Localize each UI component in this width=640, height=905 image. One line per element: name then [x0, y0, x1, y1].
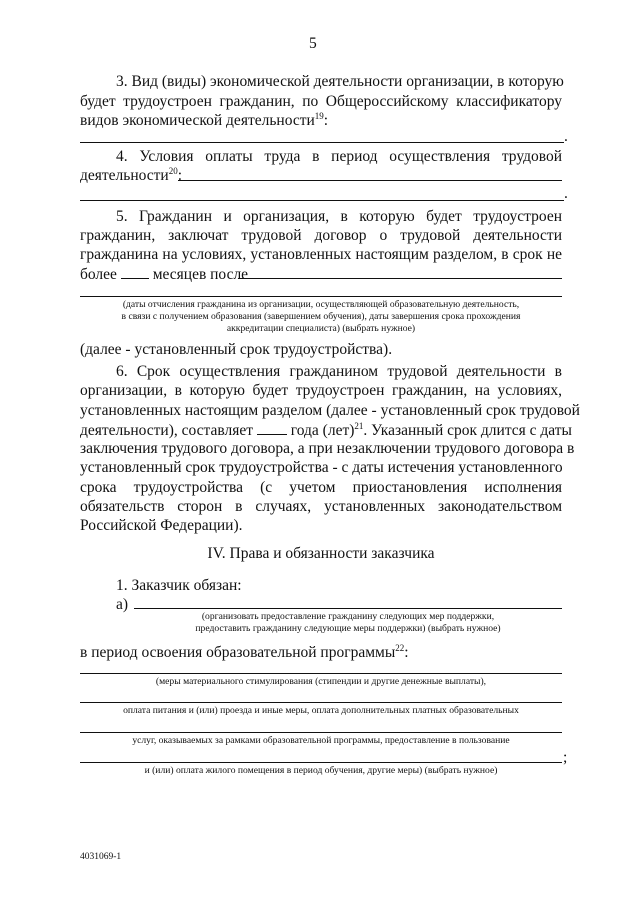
study-period-text: в период освоения образовательной программы$^{22}$:	[80, 643, 409, 661]
item-a-fill-line[interactable]	[134, 608, 562, 609]
item-a-hint-1: (организовать предоставление гражданину следующих мер поддержки,	[201, 611, 495, 622]
s5-line4: более месяцев после	[80, 266, 249, 283]
s5-fill-line-1[interactable]	[238, 278, 562, 279]
s3-line3: видов экономической деятельности$^{19}$:	[80, 111, 329, 129]
s4-line2: деятельности$^{20}$:	[80, 166, 183, 184]
s5-hint-2: в связи с получением образования (завершением обучения), даты завершения срока прохождения	[121, 311, 521, 322]
item-a-label: а)	[116, 596, 129, 613]
measures-hint-1: (меры материального стимулирования (стипендии и другие денежные выплаты),	[155, 676, 487, 687]
document-code: 4031069-1	[80, 852, 122, 862]
s6-line7: срока трудоустройства (с учетом приостановления исполнения	[80, 479, 562, 496]
s6-line3: установленных настоящим разделом (далее - установленный срок трудовой	[80, 402, 580, 419]
s6-line6: установленный срок трудоустройства - с даты истечения установленного	[80, 459, 563, 476]
measures-hint-2: оплата питания и (или) проезда и иные меры, оплата дополнительных платных образовательных	[123, 705, 519, 716]
s5-line1: 5. Гражданин и организация, в которую будет трудоустроен	[116, 208, 562, 225]
measures-fill-line-1[interactable]	[80, 673, 562, 674]
s5-hint-3: аккредитации специалиста) (выбрать нужное)	[226, 323, 416, 334]
s4-fill-line-2[interactable]	[80, 200, 564, 201]
s5-fill-line-2[interactable]	[80, 296, 562, 297]
s3-line2: будет трудоустроен гражданин, по Общероссийскому классификатору	[80, 93, 562, 110]
section-heading: IV. Права и обязанности заказчика	[207, 545, 435, 562]
obligation-intro: 1. Заказчик обязан:	[116, 577, 242, 594]
s4-end: .	[564, 185, 568, 202]
measures-end: ;	[563, 749, 568, 766]
s6-line9: Российской Федерации).	[80, 517, 243, 534]
item-a-hint-2: предоставить гражданину следующие меры поддержки) (выбрать нужное)	[195, 623, 501, 634]
measures-fill-line-4[interactable]	[80, 762, 562, 763]
s5-months-field[interactable]	[121, 264, 149, 279]
s5-line2: гражданин, заключат трудовой договор о трудовой деятельности	[80, 227, 562, 244]
s3-line1: 3. Вид (виды) экономической деятельности организации, в которую	[116, 73, 564, 90]
footnote-20: 20	[168, 166, 178, 176]
measures-fill-line-2[interactable]	[80, 702, 562, 703]
s6-line4: деятельности), составляет года (лет)$^{21}$. Указанный срок длится с даты	[80, 421, 572, 439]
s3-fill-line[interactable]	[80, 142, 564, 143]
measures-hint-4: и (или) оплата жилого помещения в период обучения, другие меры) (выбрать нужное)	[144, 765, 498, 776]
page-number: 5	[309, 35, 317, 52]
s6-years-field[interactable]	[257, 420, 287, 435]
s5-line5: (далее - установленный срок трудоустройства).	[80, 341, 393, 358]
s6-line1: 6. Срок осуществления гражданином трудовой деятельности в	[116, 363, 562, 380]
s5-line3: гражданина на условиях, установленных настоящим разделом, в срок не	[80, 246, 562, 263]
measures-hint-3: услуг, оказываемых за рамками образовательной программы, предоставление в пользование	[132, 735, 510, 746]
footnote-22: 22	[395, 643, 405, 653]
s3-end: .	[564, 128, 568, 145]
footnote-21: 21	[354, 421, 364, 431]
s5-hint-1: (даты отчисления гражданина из организации, осуществляющей образовательную деятельность,	[122, 299, 520, 310]
s6-line2: организации, в которую будет трудоустроен гражданин, на условиях,	[80, 382, 562, 399]
footnote-19: 19	[314, 111, 324, 121]
s4-line1: 4. Условия оплаты труда в период осуществления трудовой	[116, 148, 562, 165]
s4-fill-line-1[interactable]	[178, 180, 562, 181]
s6-line8: обязательств сторон в случаях, установленных законодательством	[80, 498, 562, 515]
s6-line5: заключения трудового договора, а при незаключении трудового договора в	[80, 440, 575, 457]
measures-fill-line-3[interactable]	[80, 732, 562, 733]
